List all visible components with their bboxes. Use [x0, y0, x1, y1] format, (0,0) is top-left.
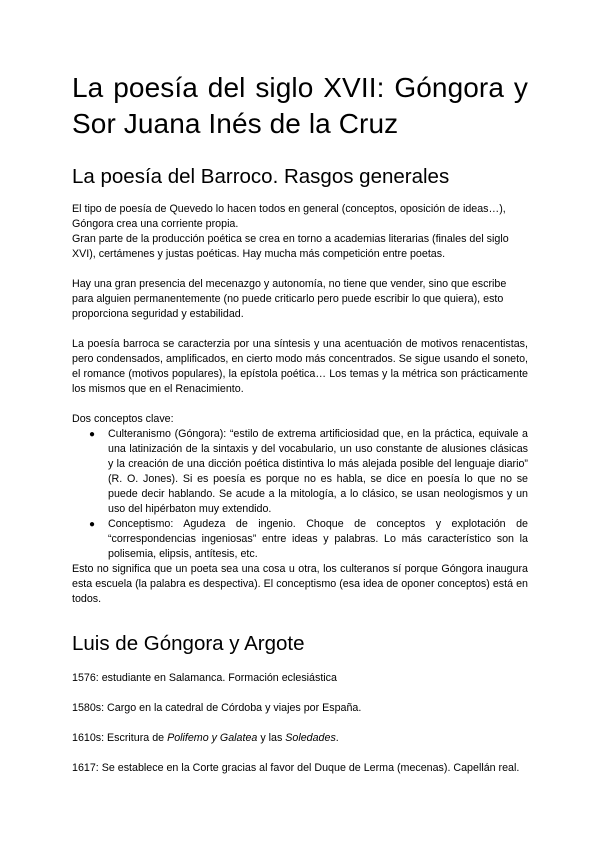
bio-1580s: 1580s: Cargo en la catedral de Córdoba y viajes por España.: [72, 702, 362, 714]
bullet-icon: ●: [89, 429, 96, 440]
work-title-soledades: Soledades: [285, 732, 336, 744]
bio-1610s-end: .: [335, 732, 339, 744]
paragraph-quevedo: El tipo de poesía de Quevedo lo hacen todos en general (conceptos, oposición de ideas…), Góngora crea una corriente propia.: [72, 203, 506, 230]
paragraph-academias: Gran parte de la producción poética se crea en torno a academias literarias (finales del siglo XVI), certámenes y justas poéticas. Hay mucha más competición entre poetas.: [72, 233, 509, 260]
section-heading-barroco: La poesía del Barroco. Rasgos generales: [72, 165, 450, 188]
bio-1576: 1576: estudiante en Salamanca. Formación eclesiástica: [72, 672, 337, 684]
concepts-list: [72, 427, 528, 562]
paragraph-culteranos: Esto no significa que un poeta sea una cosa u otra, los culteranos sí porque Góngora inaugura esta escuela (la palabra es despectiva). El conceptismo (esa idea de oponer conceptos) está en todos.: [72, 563, 528, 605]
list-item-conceptismo: [89, 517, 528, 562]
section-heading-gongora: Luis de Góngora y Argote: [72, 632, 305, 655]
bullet-icon: ●: [89, 519, 96, 530]
paragraph-poesia-barroca: La poesía barroca se caracterzia por una síntesis y una acentuación de motivos renacentistas, pero condensados, amplificados, en cierto modo más concentrados. Se sigue usando el soneto, el romance (motivos populares), la epístola poética… Los temas y la métrica son prácticamente los mismos que en el Renacimiento.: [72, 338, 528, 395]
bio-1610s-text: 1610s: Escritura de: [72, 732, 168, 744]
bio-1610s-connector: y las: [257, 732, 286, 744]
bio-1610s: [72, 731, 528, 746]
paragraph-dos-conceptos: Dos conceptos clave:: [72, 413, 174, 425]
list-item-text: Culteranismo (Góngora): “estilo de extrema artificiosidad que, en la práctica, equivale a una latinización de la sintaxis y del vocabulario, un uso constante de alusiones clásicas y la creación de una dicción poética distintiva lo más alejada posible del lenguaje diario” (R. O. Jones). Si es poesía es porque no es habla, se dice en poesía lo que no se puede decir hablando. Se acude a la mitología, a lo clásico, se usan neologismos y un uso del hipérbaton muy extendido.: [108, 428, 528, 515]
work-title-polifemo: Polifemo y Galatea: [167, 732, 258, 744]
bio-1617: 1617: Se establece en la Corte gracias al favor del Duque de Lerma (mecenas). Capellán real.: [72, 762, 520, 774]
paragraph-mecenazgo: Hay una gran presencia del mecenazgo y autonomía, no tiene que vender, sino que escribe para alguien permanentemente (no puede criticarlo pero puede escribir lo que quiera), esto proporciona seguridad y estabilidad.: [72, 278, 507, 320]
list-item-culteranismo: [89, 427, 528, 517]
list-item-text: Conceptismo: Agudeza de ingenio. Choque de conceptos y explotación de “correspondencias ingeniosas” entre ideas y palabras. Lo más característico son la polisemia, elipsis, antítesis, etc.: [108, 518, 528, 560]
document-title: La poesía del siglo XVII: Góngora y Sor Juana Inés de la Cruz: [72, 72, 528, 139]
